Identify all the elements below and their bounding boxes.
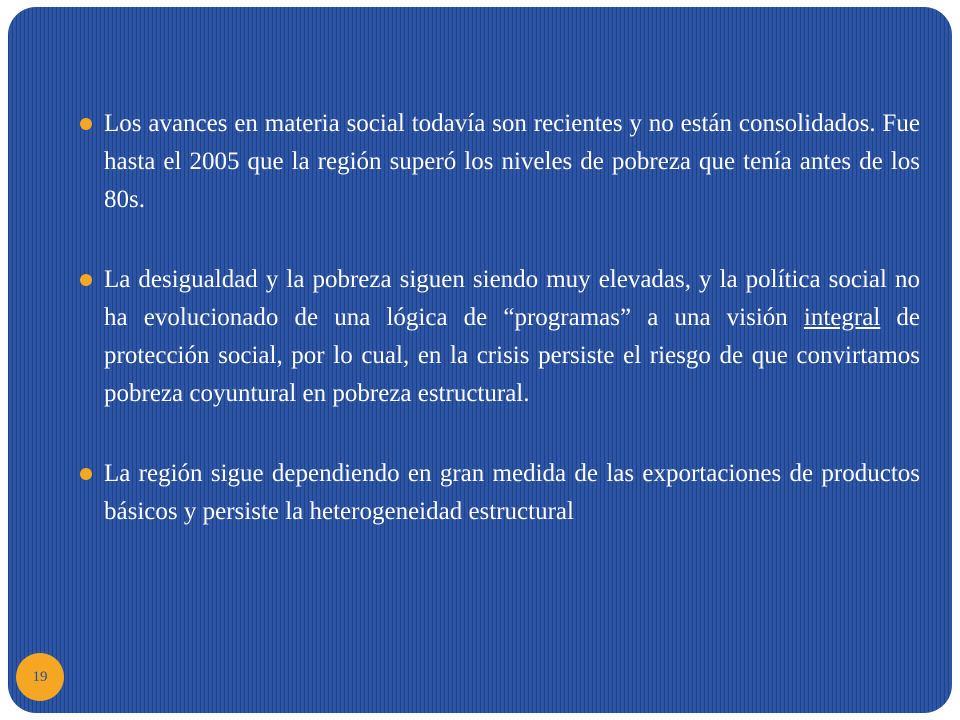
bullet-list — [80, 105, 920, 573]
page-number-badge — [16, 653, 64, 701]
bullet-item-1 — [80, 105, 920, 219]
slide — [8, 7, 952, 713]
bullet-text: Los avances en materia social todavía son recientes y no están consolidados. Fue hasta el 2005 que la región superó los niveles de pobreza que tenía antes de los 80s. — [104, 110, 920, 213]
bullet-item-3 — [80, 455, 920, 531]
bullet-dot-icon — [80, 468, 92, 480]
bullet-text: La región sigue dependiendo en gran medida de las exportaciones de productos básicos y persiste la heterogeneidad estructural — [104, 460, 920, 525]
bullet-text-start: La desigualdad y la pobreza siguen siendo muy elevadas, y la política social no ha evolucionado de una lógica de “programas” a una visión — [104, 266, 920, 331]
bullet-dot-icon — [80, 118, 92, 130]
bullet-item-2 — [80, 261, 920, 413]
page-number: 19 — [32, 668, 48, 685]
bullet-underlined-word: integral — [803, 304, 881, 331]
bullet-dot-icon — [80, 274, 92, 286]
bullet-text-end: de protección social, por lo cual, en la crisis persiste el riesgo de que convirtamos pobreza coyuntural en pobreza estructural. — [104, 304, 921, 407]
